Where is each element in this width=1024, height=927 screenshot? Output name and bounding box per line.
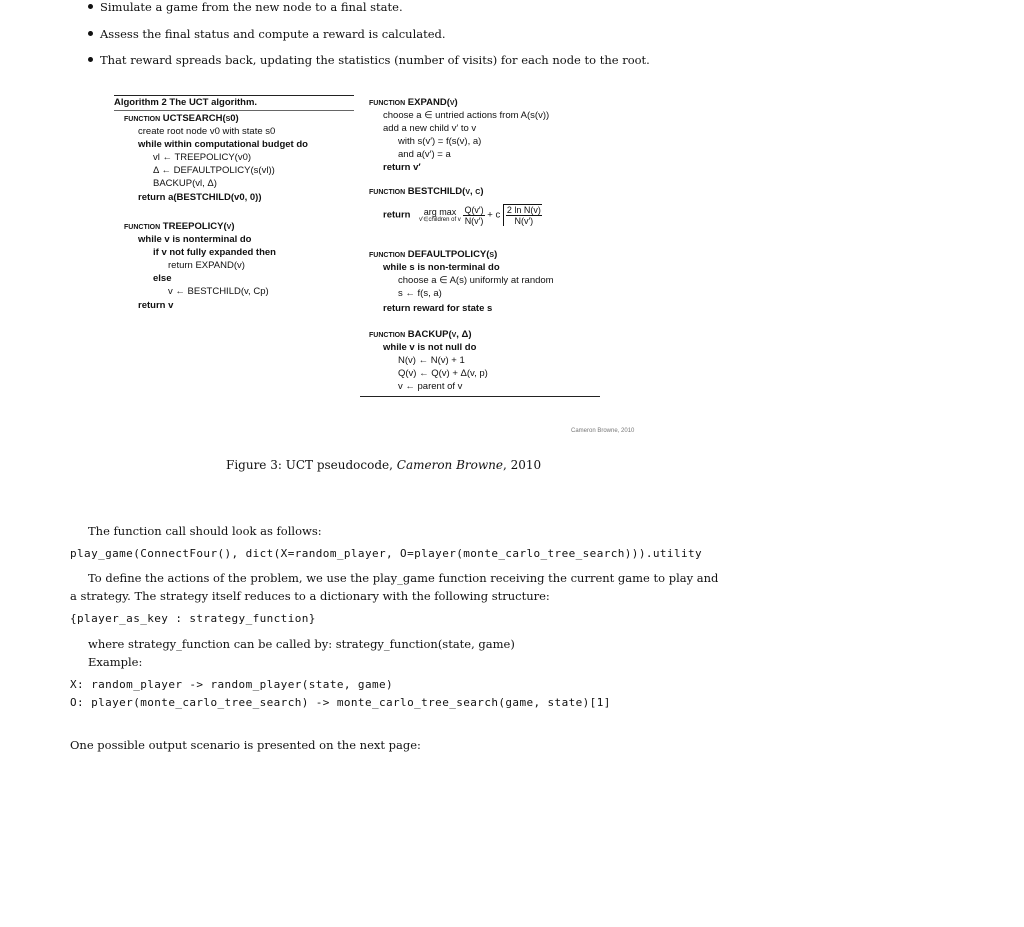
title-rule [114, 110, 354, 111]
code-line: s ← f(s, a) [398, 288, 442, 299]
q-fraction: $\frac{Q(v')}{N(v')}$ [464, 204, 484, 226]
bestchild-formula: return arg max v′∈children of v $\frac{Q(v')}{N(v')}$ + c $\frac{\text{2 ln N(v)}}{N(v')}$ [383, 204, 541, 226]
code-line: while v is not null do [383, 342, 477, 353]
code-line: return EXPAND(v) [168, 260, 245, 271]
code-block: O: player(monte_carlo_tree_search) -> monte_carlo_tree_search(game, state)[1] [70, 696, 611, 709]
code-line: function EXPAND(v) [369, 97, 458, 108]
paragraph: where strategy_function can be called by: strategy_function(state, game) [88, 637, 515, 651]
code-line: function UCTSEARCH(s0) [124, 113, 239, 124]
code-line: return reward for state s [383, 303, 493, 314]
code-line: function BESTCHILD(v, c) [369, 186, 484, 197]
code-line: v ← parent of v [398, 381, 463, 392]
code-line: return a(BESTCHILD(v0, 0)) [138, 192, 262, 203]
algorithm-title: Algorithm 2 The UCT algorithm. [114, 97, 258, 108]
code-line: while within computational budget do [138, 139, 308, 150]
top-rule [114, 95, 354, 96]
figure-caption: Figure 3: UCT pseudocode, Cameron Browne, 2010 [226, 458, 542, 472]
code-line: choose a ∈ untried actions from A(s(v)) [383, 110, 550, 121]
code-line: function DEFAULTPOLICY(s) [369, 249, 498, 260]
code-line: function TREEPOLICY(v) [124, 221, 235, 232]
code-line: add a new child v′ to v [383, 123, 477, 134]
code-line: BACKUP(vl, Δ) [153, 178, 217, 189]
code-line: while s is non-terminal do [383, 262, 500, 273]
code-line: Q(v) ← Q(v) + Δ(v, p) [398, 368, 488, 379]
code-line: and a(v′) = a [398, 149, 451, 160]
paragraph: One possible output scenario is presented on the next page: [70, 738, 421, 752]
paragraph: a strategy. The strategy itself reduces to a dictionary with the following structure: [70, 589, 550, 603]
list-item: Assess the final status and compute a reward is calculated. [88, 27, 446, 41]
sqrt-term: $\frac{\text{2 ln N(v)}}{N(v')}$ [503, 204, 542, 226]
code-line: else [153, 273, 172, 284]
code-line: Δ ← DEFAULTPOLICY(s(vl)) [153, 165, 275, 176]
paragraph: Example: [88, 655, 143, 669]
code-line: N(v) ← N(v) + 1 [398, 355, 465, 366]
code-line: return v′ [383, 162, 421, 173]
code-line: create root node v0 with state s0 [138, 126, 276, 137]
list-item: Simulate a game from the new node to a final state. [88, 0, 403, 14]
code-line: while v is nonterminal do [138, 234, 252, 245]
bullet-icon [88, 31, 93, 36]
paragraph: The function call should look as follows: [88, 524, 322, 538]
code-line: with s(v′) = f(s(v), a) [398, 136, 482, 147]
paragraph: To define the actions of the problem, we use the play_game function receiving the current game to play and [88, 571, 719, 585]
bottom-rule [360, 396, 600, 397]
code-block: play_game(ConnectFour(), dict(X=random_player, O=player(monte_carlo_tree_search))).utility [70, 547, 703, 560]
code-line: function BACKUP(v, Δ) [369, 329, 472, 340]
list-item: That reward spreads back, updating the statistics (number of visits) for each node to the root. [88, 53, 650, 67]
code-block: X: random_player -> random_player(state, game) [70, 678, 394, 691]
code-line: vl ← TREEPOLICY(v0) [153, 152, 252, 163]
bullet-icon [88, 4, 93, 9]
image-credit: Cameron Browne, 2010 [571, 428, 635, 434]
code-line: if v not fully expanded then [153, 247, 276, 258]
code-line: choose a ∈ A(s) uniformly at random [398, 275, 554, 286]
code-block: {player_as_key : strategy_function} [70, 612, 316, 625]
code-line: return v [138, 300, 174, 311]
bullet-icon [88, 57, 93, 62]
code-line: v ← BESTCHILD(v, Cp) [168, 286, 269, 297]
